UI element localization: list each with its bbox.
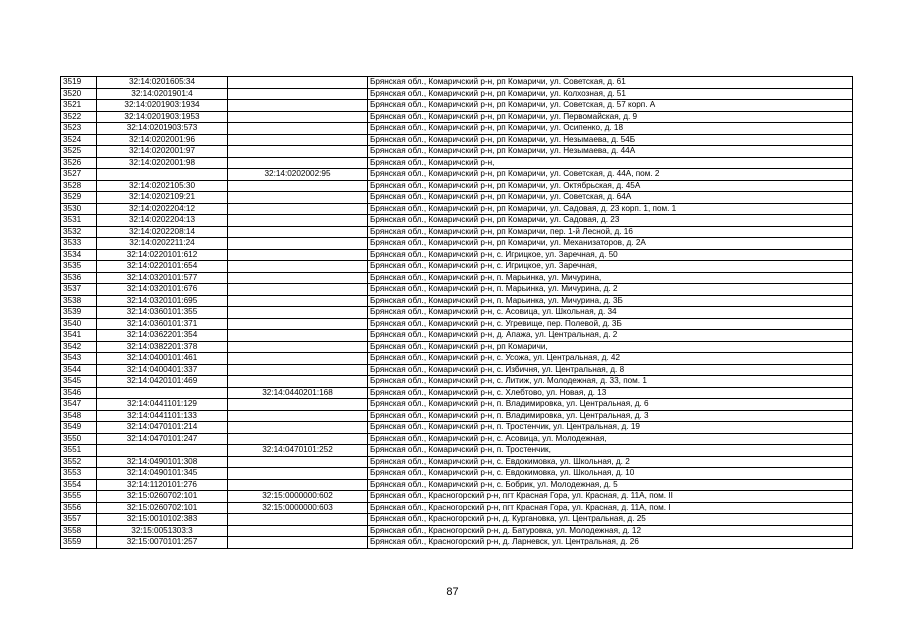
table-row (61, 491, 853, 503)
row-number-cell: 3534 (61, 249, 97, 261)
related-cadastral-number-cell: 32:14:0470101:252 (228, 445, 368, 457)
table-row (61, 330, 853, 342)
registry-table-body (61, 77, 853, 549)
row-number-cell: 3519 (61, 77, 97, 89)
cadastral-number-cell: 32:14:0400401:337 (97, 364, 228, 376)
related-cadastral-number-cell (228, 203, 368, 215)
table-row (61, 77, 853, 89)
related-cadastral-number-cell: 32:14:0202002:95 (228, 169, 368, 181)
table-row (61, 387, 853, 399)
related-cadastral-number-cell: 32:15:0000000:603 (228, 502, 368, 514)
address-cell: Брянская обл., Комаричский р-н, с. Игрицкое, ул. Заречная, (368, 261, 853, 273)
cadastral-number-cell (97, 387, 228, 399)
table-row (61, 215, 853, 227)
row-number-cell: 3530 (61, 203, 97, 215)
table-row (61, 123, 853, 135)
cadastral-number-cell (97, 445, 228, 457)
cadastral-number-cell: 32:14:0201903:1953 (97, 111, 228, 123)
related-cadastral-number-cell (228, 226, 368, 238)
cadastral-number-cell: 32:14:0400101:461 (97, 353, 228, 365)
row-number-cell: 3533 (61, 238, 97, 250)
cadastral-number-cell: 32:15:0070101:257 (97, 537, 228, 549)
address-cell: Брянская обл., Комаричский р-н, рп Комаричи, ул. Первомайская, д. 9 (368, 111, 853, 123)
row-number-cell: 3545 (61, 376, 97, 388)
row-number-cell: 3542 (61, 341, 97, 353)
address-cell: Брянская обл., Комаричский р-н, рп Комаричи, пер. 1-й Лесной, д. 16 (368, 226, 853, 238)
table-row (61, 468, 853, 480)
address-cell: Брянская обл., Комаричский р-н, с. Асовица, ул. Школьная, д. 34 (368, 307, 853, 319)
related-cadastral-number-cell (228, 514, 368, 526)
address-cell: Брянская обл., Комаричский р-н, рп Комаричи, ул. Садовая, д. 23 корп. 1, пом. 1 (368, 203, 853, 215)
related-cadastral-number-cell (228, 353, 368, 365)
cadastral-number-cell: 32:14:0420101:469 (97, 376, 228, 388)
row-number-cell: 3528 (61, 180, 97, 192)
cadastral-number-cell: 32:14:0202204:12 (97, 203, 228, 215)
row-number-cell: 3526 (61, 157, 97, 169)
table-row (61, 410, 853, 422)
row-number-cell: 3539 (61, 307, 97, 319)
related-cadastral-number-cell (228, 215, 368, 227)
row-number-cell: 3524 (61, 134, 97, 146)
cadastral-number-cell: 32:14:1120101:276 (97, 479, 228, 491)
address-cell: Брянская обл., Комаричский р-н, с. Игрицкое, ул. Заречная, д. 50 (368, 249, 853, 261)
address-cell: Брянская обл., Комаричский р-н, с. Хлебтово, ул. Новая, д. 13 (368, 387, 853, 399)
related-cadastral-number-cell (228, 456, 368, 468)
related-cadastral-number-cell (228, 399, 368, 411)
cadastral-number-cell: 32:14:0220101:654 (97, 261, 228, 273)
address-cell: Брянская обл., Комаричский р-н, п. Владимировка, ул. Центральная, д. 3 (368, 410, 853, 422)
related-cadastral-number-cell (228, 295, 368, 307)
address-cell: Брянская обл., Комаричский р-н, п. Марьинка, ул. Мичурина, д. 2 (368, 284, 853, 296)
table-row (61, 272, 853, 284)
address-cell: Брянская обл., Красногорский р-н, пгт Красная Гора, ул. Красная, д. 11А, пом. II (368, 491, 853, 503)
row-number-cell: 3548 (61, 410, 97, 422)
property-registry-table (60, 76, 853, 549)
row-number-cell: 3521 (61, 100, 97, 112)
related-cadastral-number-cell (228, 364, 368, 376)
table-row (61, 456, 853, 468)
table-row (61, 111, 853, 123)
row-number-cell: 3550 (61, 433, 97, 445)
cadastral-number-cell: 32:15:0260702:101 (97, 502, 228, 514)
table-row (61, 226, 853, 238)
row-number-cell: 3543 (61, 353, 97, 365)
address-cell: Брянская обл., Комаричский р-н, (368, 157, 853, 169)
address-cell: Брянская обл., Комаричский р-н, п. Тростенчик, ул. Центральная, д. 19 (368, 422, 853, 434)
row-number-cell: 3544 (61, 364, 97, 376)
table-row (61, 422, 853, 434)
table-row (61, 180, 853, 192)
table-row (61, 479, 853, 491)
table-row (61, 341, 853, 353)
cadastral-number-cell: 32:14:0201903:573 (97, 123, 228, 135)
cadastral-number-cell: 32:14:0470101:214 (97, 422, 228, 434)
address-cell: Брянская обл., Комаричский р-н, рп Комаричи, ул. Садовая, д. 23 (368, 215, 853, 227)
table-row (61, 203, 853, 215)
related-cadastral-number-cell (228, 157, 368, 169)
table-row (61, 307, 853, 319)
row-number-cell: 3556 (61, 502, 97, 514)
table-row (61, 514, 853, 526)
table-row (61, 537, 853, 549)
table-row (61, 353, 853, 365)
related-cadastral-number-cell (228, 272, 368, 284)
row-number-cell: 3558 (61, 525, 97, 537)
related-cadastral-number-cell (228, 134, 368, 146)
address-cell: Брянская обл., Комаричский р-н, с. Усожа, ул. Центральная, д. 42 (368, 353, 853, 365)
cadastral-number-cell: 32:14:0202109:21 (97, 192, 228, 204)
cadastral-number-cell: 32:14:0320101:577 (97, 272, 228, 284)
related-cadastral-number-cell (228, 249, 368, 261)
related-cadastral-number-cell (228, 537, 368, 549)
table-row (61, 502, 853, 514)
related-cadastral-number-cell (228, 376, 368, 388)
address-cell: Брянская обл., Комаричский р-н, рп Комаричи, ул. Советская, д. 57 корп. А (368, 100, 853, 112)
related-cadastral-number-cell (228, 146, 368, 158)
cadastral-number-cell: 32:14:0201605:34 (97, 77, 228, 89)
row-number-cell: 3529 (61, 192, 97, 204)
address-cell: Брянская обл., Комаричский р-н, д. Апажа, ул. Центральная, д. 2 (368, 330, 853, 342)
cadastral-number-cell: 32:14:0320101:695 (97, 295, 228, 307)
related-cadastral-number-cell (228, 318, 368, 330)
address-cell: Брянская обл., Комаричский р-н, рп Комаричи, ул. Колхозная, д. 51 (368, 88, 853, 100)
address-cell: Брянская обл., Комаричский р-н, с. Избичня, ул. Центральная, д. 8 (368, 364, 853, 376)
address-cell: Брянская обл., Красногорский р-н, пгт Красная Гора, ул. Красная, д. 11А, пом. I (368, 502, 853, 514)
address-cell: Брянская обл., Комаричский р-н, с. Угревище, пер. Полевой, д. 3Б (368, 318, 853, 330)
address-cell: Брянская обл., Комаричский р-н, с. Литиж, ул. Молодежная, д. 33, пом. 1 (368, 376, 853, 388)
related-cadastral-number-cell (228, 330, 368, 342)
row-number-cell: 3549 (61, 422, 97, 434)
related-cadastral-number-cell (228, 525, 368, 537)
address-cell: Брянская обл., Комаричский р-н, п. Марьинка, ул. Мичурина, (368, 272, 853, 284)
table-row (61, 88, 853, 100)
address-cell: Брянская обл., Красногорский р-н, д. Ларневск, ул. Центральная, д. 26 (368, 537, 853, 549)
related-cadastral-number-cell (228, 192, 368, 204)
table-row (61, 364, 853, 376)
row-number-cell: 3522 (61, 111, 97, 123)
table-row (61, 261, 853, 273)
address-cell: Брянская обл., Комаричский р-н, с. Евдокимовка, ул. Школьная, д. 2 (368, 456, 853, 468)
cadastral-number-cell: 32:14:0202001:97 (97, 146, 228, 158)
table-row (61, 433, 853, 445)
related-cadastral-number-cell (228, 261, 368, 273)
table-row (61, 134, 853, 146)
table-row (61, 249, 853, 261)
row-number-cell: 3546 (61, 387, 97, 399)
table-row (61, 100, 853, 112)
row-number-cell: 3527 (61, 169, 97, 181)
address-cell: Брянская обл., Комаричский р-н, рп Комаричи, ул. Октябрьская, д. 45А (368, 180, 853, 192)
address-cell: Брянская обл., Комаричский р-н, рп Комаричи, ул. Советская, д. 64А (368, 192, 853, 204)
address-cell: Брянская обл., Комаричский р-н, рп Комаричи, ул. Советская, д. 44А, пом. 2 (368, 169, 853, 181)
cadastral-number-cell: 32:15:0051303:3 (97, 525, 228, 537)
address-cell: Брянская обл., Красногорский р-н, д. Кургановка, ул. Центральная, д. 25 (368, 514, 853, 526)
cadastral-number-cell: 32:14:0490101:308 (97, 456, 228, 468)
table-row (61, 157, 853, 169)
page-number: 87 (446, 586, 459, 598)
cadastral-number-cell: 32:14:0202001:98 (97, 157, 228, 169)
cadastral-number-cell: 32:14:0382201:378 (97, 341, 228, 353)
row-number-cell: 3538 (61, 295, 97, 307)
related-cadastral-number-cell (228, 100, 368, 112)
related-cadastral-number-cell (228, 111, 368, 123)
address-cell: Брянская обл., Комаричский р-н, рп Комаричи, ул. Незымаева, д. 44А (368, 146, 853, 158)
cadastral-number-cell: 32:15:0010102:383 (97, 514, 228, 526)
address-cell: Брянская обл., Комаричский р-н, с. Евдокимовка, ул. Школьная, д. 10 (368, 468, 853, 480)
row-number-cell: 3531 (61, 215, 97, 227)
related-cadastral-number-cell (228, 410, 368, 422)
related-cadastral-number-cell (228, 123, 368, 135)
cadastral-number-cell: 32:14:0202208:14 (97, 226, 228, 238)
cadastral-number-cell: 32:14:0490101:345 (97, 468, 228, 480)
table-row (61, 192, 853, 204)
address-cell: Брянская обл., Комаричский р-н, с. Бобрик, ул. Молодежная, д. 5 (368, 479, 853, 491)
row-number-cell: 3532 (61, 226, 97, 238)
row-number-cell: 3555 (61, 491, 97, 503)
address-cell: Брянская обл., Комаричский р-н, рп Комаричи, ул. Советская, д. 61 (368, 77, 853, 89)
related-cadastral-number-cell (228, 77, 368, 89)
row-number-cell: 3540 (61, 318, 97, 330)
cadastral-number-cell: 32:14:0470101:247 (97, 433, 228, 445)
cadastral-number-cell: 32:14:0441101:133 (97, 410, 228, 422)
cadastral-number-cell: 32:14:0202105:30 (97, 180, 228, 192)
table-row (61, 146, 853, 158)
row-number-cell: 3552 (61, 456, 97, 468)
row-number-cell: 3547 (61, 399, 97, 411)
related-cadastral-number-cell: 32:15:0000000:602 (228, 491, 368, 503)
table-row (61, 318, 853, 330)
cadastral-number-cell: 32:14:0202204:13 (97, 215, 228, 227)
cadastral-number-cell: 32:14:0201901:4 (97, 88, 228, 100)
table-row (61, 238, 853, 250)
table-row (61, 169, 853, 181)
table-row (61, 295, 853, 307)
related-cadastral-number-cell: 32:14:0440201:168 (228, 387, 368, 399)
cadastral-number-cell: 32:14:0202001:96 (97, 134, 228, 146)
address-cell: Брянская обл., Комаричский р-н, рп Комаричи, ул. Незымаева, д. 54Б (368, 134, 853, 146)
cadastral-number-cell: 32:14:0201903:1934 (97, 100, 228, 112)
related-cadastral-number-cell (228, 284, 368, 296)
related-cadastral-number-cell (228, 468, 368, 480)
table-row (61, 445, 853, 457)
cadastral-number-cell (97, 169, 228, 181)
table-row (61, 525, 853, 537)
row-number-cell: 3537 (61, 284, 97, 296)
address-cell: Брянская обл., Комаричский р-н, п. Марьинка, ул. Мичурина, д. 3Б (368, 295, 853, 307)
related-cadastral-number-cell (228, 341, 368, 353)
row-number-cell: 3520 (61, 88, 97, 100)
row-number-cell: 3559 (61, 537, 97, 549)
related-cadastral-number-cell (228, 307, 368, 319)
row-number-cell: 3525 (61, 146, 97, 158)
table-row (61, 376, 853, 388)
address-cell: Брянская обл., Красногорский р-н, д. Батуровка, ул. Молодежная, д. 12 (368, 525, 853, 537)
row-number-cell: 3551 (61, 445, 97, 457)
related-cadastral-number-cell (228, 238, 368, 250)
row-number-cell: 3557 (61, 514, 97, 526)
row-number-cell: 3536 (61, 272, 97, 284)
table-row (61, 399, 853, 411)
cadastral-number-cell: 32:15:0260702:101 (97, 491, 228, 503)
related-cadastral-number-cell (228, 479, 368, 491)
cadastral-number-cell: 32:14:0360101:355 (97, 307, 228, 319)
row-number-cell: 3554 (61, 479, 97, 491)
address-cell: Брянская обл., Комаричский р-н, п. Тростенчик, (368, 445, 853, 457)
related-cadastral-number-cell (228, 180, 368, 192)
related-cadastral-number-cell (228, 433, 368, 445)
cadastral-number-cell: 32:14:0320101:676 (97, 284, 228, 296)
row-number-cell: 3523 (61, 123, 97, 135)
cadastral-number-cell: 32:14:0220101:612 (97, 249, 228, 261)
cadastral-number-cell: 32:14:0360101:371 (97, 318, 228, 330)
address-cell: Брянская обл., Комаричский р-н, п. Владимировка, ул. Центральная, д. 6 (368, 399, 853, 411)
cadastral-number-cell: 32:14:0441101:129 (97, 399, 228, 411)
address-cell: Брянская обл., Комаричский р-н, рп Комаричи, (368, 341, 853, 353)
row-number-cell: 3541 (61, 330, 97, 342)
address-cell: Брянская обл., Комаричский р-н, рп Комаричи, ул. Механизаторов, д. 2А (368, 238, 853, 250)
address-cell: Брянская обл., Комаричский р-н, с. Асовица, ул. Молодежная, (368, 433, 853, 445)
address-cell: Брянская обл., Комаричский р-н, рп Комаричи, ул. Осипенко, д. 18 (368, 123, 853, 135)
related-cadastral-number-cell (228, 422, 368, 434)
related-cadastral-number-cell (228, 88, 368, 100)
table-row (61, 284, 853, 296)
row-number-cell: 3535 (61, 261, 97, 273)
cadastral-number-cell: 32:14:0202211:24 (97, 238, 228, 250)
row-number-cell: 3553 (61, 468, 97, 480)
cadastral-number-cell: 32:14:0362201:354 (97, 330, 228, 342)
